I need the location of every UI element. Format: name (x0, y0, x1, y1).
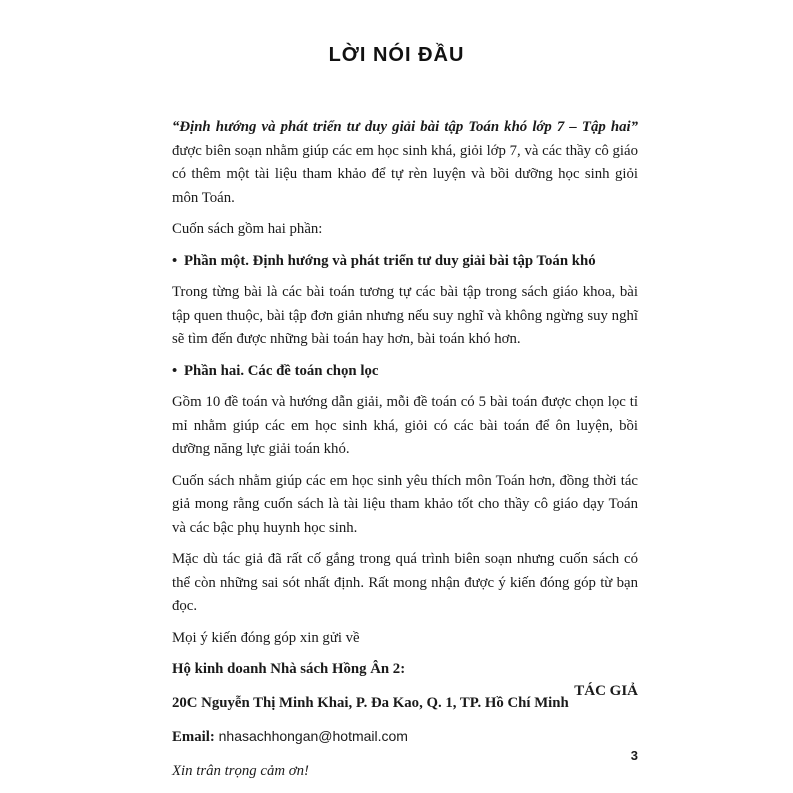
publisher-name: Hộ kinh doanh Nhà sách Hồng Ân 2: (172, 661, 406, 677)
bullet-icon: • (172, 252, 178, 269)
part-one-heading (172, 250, 638, 274)
intro-paragraph (172, 116, 638, 210)
page-number: 3 (630, 748, 638, 763)
thanks-line: Xin trân trọng cảm ơn! (172, 762, 309, 779)
part-one-text: Trong từng bài là các bài toán tương tự các bài tập trong sách giáo khoa, bài tập quen thuộc, bài tập đơn giản nhưng nếu suy nghĩ và không ngừng suy nghĩ sẽ tìm đến được những bài toán hay hơn, bài toán khó hơn. (172, 284, 638, 347)
author-signature: TÁC GIẢ (574, 683, 638, 699)
apology-paragraph: Mặc dù tác giả đã rất cố gắng trong quá trình biên soạn nhưng cuốn sách có thể còn những sai sót nhất định. Rất mong nhận được ý kiến đóng góp từ bạn đọc. (172, 551, 638, 614)
bullet-icon: • (172, 362, 178, 379)
book-title: “Định hướng và phát triển tư duy giải bài tập Toán khó lớp 7 – Tập hai” (172, 119, 638, 135)
intro-text: được biên soạn nhằm giúp các em học sinh khá, giỏi lớp 7, và các thầy cô giáo có thêm một tài liệu tham khảo để tự rèn luyện và bồi dưỡng học sinh giỏi môn Toán. (172, 142, 638, 206)
feedback-intro: Mọi ý kiến đóng góp xin gửi về (172, 629, 360, 646)
publisher-address: 20C Nguyễn Thị Minh Khai, P. Đa Kao, Q. 1, TP. Hồ Chí Minh (172, 694, 569, 711)
email-label: Email: (172, 729, 215, 745)
purpose-paragraph: Cuốn sách nhằm giúp các em học sinh yêu thích môn Toán hơn, đồng thời tác giả mong rằng cuốn sách là tài liệu tham khảo tốt cho thầy cô giáo dạy Toán và các bậc phụ huynh học sinh. (172, 472, 638, 536)
part-two-text: Gồm 10 đề toán và hướng dẫn giải, mỗi đề toán có 5 bài toán được chọn lọc tỉ mỉ nhằm giúp các em học sinh khá, giỏi có các bài toán để ôn luyện, bồi dưỡng năng lực giải toán khó. (172, 394, 638, 457)
part-two-heading-text: Phần hai. Các đề toán chọn lọc (184, 362, 379, 379)
preface-body (172, 116, 638, 783)
email-address: nhasachhongan@hotmail.com (214, 728, 408, 744)
part-two-heading (172, 360, 638, 384)
part-one-heading-text: Phần một. Định hướng và phát triển tư duy giải bài tập Toán khó (184, 252, 596, 269)
page-title: LỜI NÓI ĐẦU (328, 44, 465, 66)
structure-intro: Cuốn sách gồm hai phần: (172, 221, 323, 237)
publisher-email-line (172, 725, 638, 750)
